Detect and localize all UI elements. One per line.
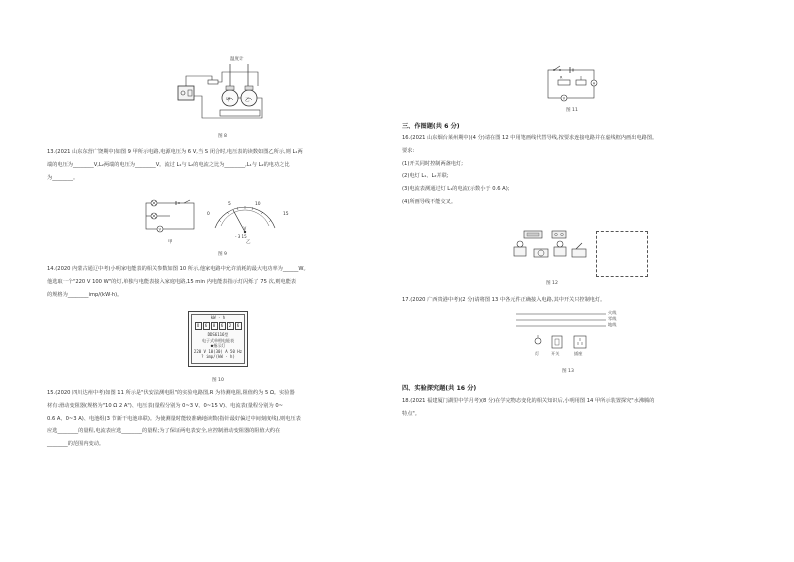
meter-spec: 220 V 10(30) A 50 Hz (193, 348, 243, 354)
question-15 (47, 390, 301, 448)
q15-line-2: 材有:滑动变阻器(规格为"10 Ω 2 A")、电压表(量程分别为 0~3 V、0~15 V)、电流表(量程分别为 0~ (47, 402, 283, 409)
fig12-caption: 图 12 (546, 281, 558, 286)
q13-line-2: 端的电压为________V,L₂两端的电压为________V。流过 L₁与 L₂的电流之比为________,L₁与 L₂的电功之比 (47, 161, 290, 168)
fig11-caption: 图 11 (566, 108, 578, 113)
q15-line-4: 应选________的量程,电流表应选________的量程;为了保证两电表安全,应控制滑动变阻器的阻值大约在 (47, 428, 281, 435)
figure-9-circuit (140, 199, 200, 241)
meter-digit: 2 (227, 322, 234, 330)
figure-12-components (512, 227, 590, 273)
q16-line-4: (2)电灯 L₁、L₂并联; (402, 173, 449, 180)
meter-imp: ? imp/(kW · h) (201, 353, 235, 359)
fig9-yi-label: 乙 (246, 240, 251, 245)
q14-line-2: 他选取一个"220 V 100 W"的灯,单独与电能表接入家庭电路,15 min 内电能表指示灯闪烁了 75 次,则电能表 (47, 278, 297, 285)
section-4-title: 四、实验探究题(共 16 分) (402, 385, 477, 392)
circuit-diagram-box (596, 231, 648, 277)
question-17: 17.(2020 广西贵港中考)(2 分)请将图 13 中各元件正确接入电路,其中开关只控制电灯。 (402, 297, 606, 303)
meter-name: 电子式单相电能表 (202, 337, 234, 343)
fig13-socket-label: 插座 (574, 351, 583, 356)
q16-line-6: (4)所画导线不能交叉。 (402, 198, 457, 205)
svg-text:R: R (560, 75, 563, 80)
energy-meter (188, 311, 248, 367)
q13-line-1: 13.(2021 山东东营广饶期中)如图 9 甲所示电路,电源电压为 6 V,当 S 闭合时,电压表的读数如图乙所示,则 L₁两 (47, 149, 303, 155)
fig13-lamp-label: 灯 (535, 351, 540, 356)
fig9-caption: 图 9 (218, 252, 227, 257)
q16-line-3: (1)开关同时控制两盏电灯; (402, 160, 463, 167)
q16-line-2: 要求: (402, 147, 415, 154)
fig8-caption: 图 8 (218, 134, 227, 139)
fig8-yi-label: 乙 (245, 98, 250, 103)
meter-digit: 6 (203, 322, 210, 330)
fig9-scale-5: 5 (228, 202, 231, 207)
q18-line-1: 18.(2021 福建厦门湖里中学月考)(8 分)在学完物态变化的相关知识后,小明用图 14 甲所示装置探究"水沸腾的 (402, 398, 655, 404)
meter-model: DDS6116型 (207, 332, 229, 338)
fig13-ground-wire-label: 地线 (608, 322, 617, 327)
q16-line-5: (3)电流表测通过灯 L₁的电流(示数小于 0.6 A); (402, 186, 510, 192)
fig13-live-wire-label: 火线 (608, 310, 617, 315)
q18-line-2: 特点"。 (402, 410, 420, 417)
svg-text:- 3 15: - 3 15 (235, 234, 247, 239)
q16-line-1: 16.(2021 山东烟台莱州期中)(4 分)请在图 12 中用笔画线代替导线,按要求连接电路并在虚线框内画出电路图。 (402, 135, 658, 141)
fig9-scale-10: 10 (255, 202, 261, 207)
fig10-caption: 图 10 (212, 378, 224, 383)
fig13-switch-label: 开关 (551, 351, 560, 356)
svg-text:V: V (158, 227, 162, 232)
meter-digit: 0 (195, 322, 202, 330)
svg-text:V: V (562, 96, 566, 101)
question-18 (402, 398, 654, 418)
svg-text:V: V (243, 226, 247, 231)
figure-8 (172, 58, 272, 126)
meter-indicator: ●指示灯 (210, 343, 226, 349)
meter-digit: 6 (219, 322, 226, 330)
meter-unit: kW · h (210, 315, 226, 320)
fig13-caption: 图 13 (562, 369, 574, 374)
question-13 (47, 149, 303, 181)
q15-line-5: ________的范围内变动。 (47, 441, 105, 447)
svg-text:A: A (592, 81, 596, 86)
meter-digit: 6 (235, 322, 242, 330)
q13-line-3: 为________。 (47, 174, 79, 181)
q15-line-3: 0.6 A、0~3 A)、电池组(3 节新干电池串联)。为使测量时能较准确地读数(指针最好偏过中间刻度线),则电压表 (47, 415, 301, 422)
q14-line-3: 的规格为________imp/(kW·h)。 (47, 291, 123, 298)
fig9-jia-label: 甲 (168, 240, 173, 245)
q14-line-1: 14.(2020 内蒙古通辽中考)小明家电能表的相关参数如图 10 所示,他家电路中允许消耗的最大电功率为______W。 (47, 266, 309, 272)
fig8-jia-label: 甲 (226, 98, 231, 103)
fig9-scale-15: 15 (283, 212, 289, 217)
section-3-title: 三、作图题(共 6 分) (402, 123, 460, 130)
question-14 (47, 266, 309, 298)
question-16 (402, 135, 657, 206)
fig8-thermometer-label: 温度计 (230, 57, 244, 62)
fig9-scale-0: 0 (207, 212, 210, 217)
fig13-neutral-wire-label: 零线 (608, 316, 617, 321)
figure-9-voltmeter (205, 200, 285, 240)
q15-line-1: 15.(2020 四川达州中考)如图 11 所示是"伏安法测电阻"的实验电路图,R 为待测电阻,阻值约为 5 Ω。实验器 (47, 390, 295, 396)
figure-11 (540, 58, 602, 104)
meter-digit: 8 (211, 322, 218, 330)
